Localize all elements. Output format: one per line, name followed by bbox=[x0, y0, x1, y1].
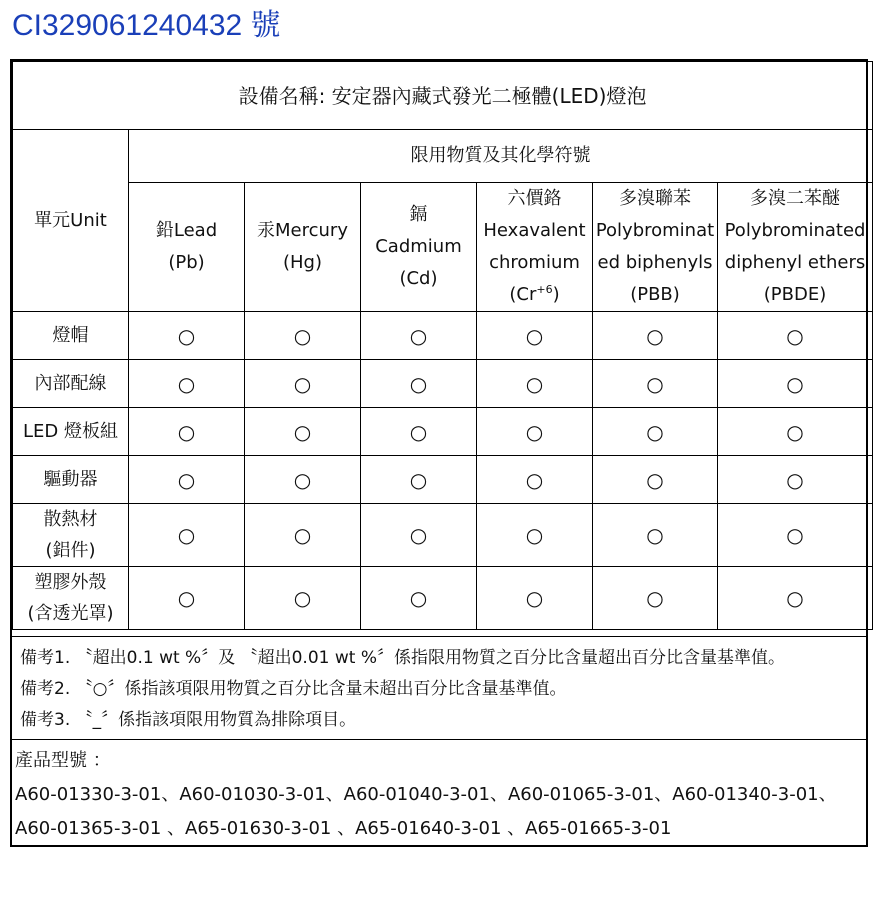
notes-section bbox=[12, 636, 866, 739]
compliance-mark: ○ bbox=[477, 312, 593, 360]
item-name bbox=[13, 312, 129, 360]
compliance-mark: ○ bbox=[129, 360, 245, 408]
substance-header-4 bbox=[593, 183, 718, 312]
substance-line: ed biphenyls bbox=[597, 252, 713, 273]
item-name-line: 內部配線 bbox=[34, 373, 107, 394]
models-line-1: A60-01330-3-01、A60-01030-3-01、A60-01040-3-01、A60-01065-3-01、A60-01340-3-01、 bbox=[15, 784, 837, 805]
compliance-mark: ○ bbox=[593, 456, 718, 504]
item-name-line: LED 燈板組 bbox=[23, 421, 118, 442]
compliance-mark: ○ bbox=[718, 567, 873, 630]
item-name-line: 驅動器 bbox=[43, 469, 98, 490]
item-name-line: 燈帽 bbox=[52, 325, 89, 346]
compliance-mark: ○ bbox=[718, 408, 873, 456]
compliance-mark: ○ bbox=[129, 504, 245, 567]
compliance-mark: ○ bbox=[129, 567, 245, 630]
formula-symbol: (Cr bbox=[509, 284, 537, 305]
table-row bbox=[13, 456, 873, 504]
item-name bbox=[13, 567, 129, 630]
substance-line: (PBB) bbox=[630, 284, 680, 305]
models-section bbox=[12, 739, 866, 847]
substance-line: (PBDE) bbox=[763, 284, 827, 305]
rohs-declaration-sheet bbox=[10, 59, 868, 847]
substance-line: 多溴聯苯 bbox=[619, 188, 691, 209]
compliance-mark: ○ bbox=[593, 360, 718, 408]
compliance-mark: ○ bbox=[361, 504, 477, 567]
compliance-mark: ○ bbox=[245, 456, 361, 504]
substances-group-header: 限用物質及其化學符號 bbox=[129, 130, 873, 183]
substance-formula bbox=[477, 279, 592, 311]
note-3: 備考3. 〝_〞係指該項限用物質為排除項目。 bbox=[20, 710, 357, 730]
compliance-mark: ○ bbox=[593, 408, 718, 456]
compliance-mark: ○ bbox=[718, 312, 873, 360]
compliance-mark: ○ bbox=[361, 456, 477, 504]
item-name bbox=[13, 456, 129, 504]
substance-line: 鉛Lead bbox=[155, 220, 218, 241]
table-row bbox=[13, 360, 873, 408]
substance-line: 六價鉻 bbox=[507, 188, 562, 209]
device-name: 設備名稱: 安定器內藏式發光二極體(LED)燈泡 bbox=[13, 62, 873, 130]
item-name-line: 塑膠外殼 bbox=[34, 572, 107, 593]
compliance-mark: ○ bbox=[245, 567, 361, 630]
table-row bbox=[13, 312, 873, 360]
substance-header-1 bbox=[245, 183, 361, 312]
compliance-mark: ○ bbox=[593, 312, 718, 360]
compliance-mark: ○ bbox=[718, 504, 873, 567]
substance-line: 多溴二苯醚 bbox=[750, 188, 841, 209]
compliance-mark: ○ bbox=[245, 408, 361, 456]
compliance-mark: ○ bbox=[245, 360, 361, 408]
substance-line: (Cd) bbox=[399, 268, 438, 289]
formula-close: ) bbox=[552, 284, 560, 305]
item-name-line: 散熱材 bbox=[43, 509, 98, 530]
compliance-mark: ○ bbox=[477, 360, 593, 408]
table-row bbox=[13, 567, 873, 630]
compliance-mark: ○ bbox=[361, 408, 477, 456]
item-name bbox=[13, 504, 129, 567]
compliance-mark: ○ bbox=[718, 360, 873, 408]
substance-line: 鎘 bbox=[409, 204, 428, 225]
compliance-mark: ○ bbox=[477, 456, 593, 504]
compliance-mark: ○ bbox=[245, 312, 361, 360]
compliance-mark: ○ bbox=[129, 456, 245, 504]
substance-header-2 bbox=[361, 183, 477, 312]
table-row bbox=[13, 504, 873, 567]
compliance-mark: ○ bbox=[477, 567, 593, 630]
substance-header-3 bbox=[477, 183, 593, 312]
item-name bbox=[13, 408, 129, 456]
compliance-mark: ○ bbox=[245, 504, 361, 567]
substance-line: Hexavalent bbox=[483, 220, 586, 241]
compliance-mark: ○ bbox=[361, 312, 477, 360]
formula-valence: +6 bbox=[536, 283, 553, 296]
substance-header-5 bbox=[718, 183, 873, 312]
compliance-mark: ○ bbox=[593, 504, 718, 567]
compliance-mark: ○ bbox=[718, 456, 873, 504]
substance-header-0 bbox=[129, 183, 245, 312]
models-label: 產品型號 ： bbox=[15, 750, 111, 771]
compliance-mark: ○ bbox=[477, 504, 593, 567]
note-2: 備考2. 〝○〞係指該項限用物質之百分比含量未超出百分比含量基準值。 bbox=[20, 679, 567, 699]
substance-line: chromium bbox=[489, 252, 580, 273]
substance-line: Cadmium bbox=[375, 236, 462, 257]
compliance-mark: ○ bbox=[361, 360, 477, 408]
substance-line: (Hg) bbox=[282, 252, 322, 273]
note-1: 備考1. 〝超出0.1 wt %〞及 〝超出0.01 wt %〞係指限用物質之百分比含量超出百分比含量基準值。 bbox=[20, 648, 785, 668]
compliance-mark: ○ bbox=[477, 408, 593, 456]
item-name bbox=[13, 360, 129, 408]
substance-line: Polybrominat bbox=[595, 220, 715, 241]
unit-header: 單元Unit bbox=[13, 130, 129, 312]
compliance-mark: ○ bbox=[593, 567, 718, 630]
restricted-substances-table bbox=[12, 61, 873, 630]
models-line-2: A60-01365-3-01 、A65-01630-3-01 、A65-01640-3-01 、A65-01665-3-01 bbox=[15, 818, 672, 839]
table-row bbox=[13, 408, 873, 456]
substance-line: 汞Mercury bbox=[257, 220, 348, 241]
item-name-line: (含透光罩) bbox=[27, 603, 114, 624]
compliance-mark: ○ bbox=[361, 567, 477, 630]
compliance-mark: ○ bbox=[129, 408, 245, 456]
item-name-line: (鋁件) bbox=[45, 540, 96, 561]
substance-line: Polybrominated bbox=[724, 220, 866, 241]
substance-line: diphenyl ethers bbox=[724, 252, 866, 273]
substance-line: (Pb) bbox=[168, 252, 205, 273]
document-title: CI329061240432 號 bbox=[12, 9, 281, 42]
compliance-mark: ○ bbox=[129, 312, 245, 360]
